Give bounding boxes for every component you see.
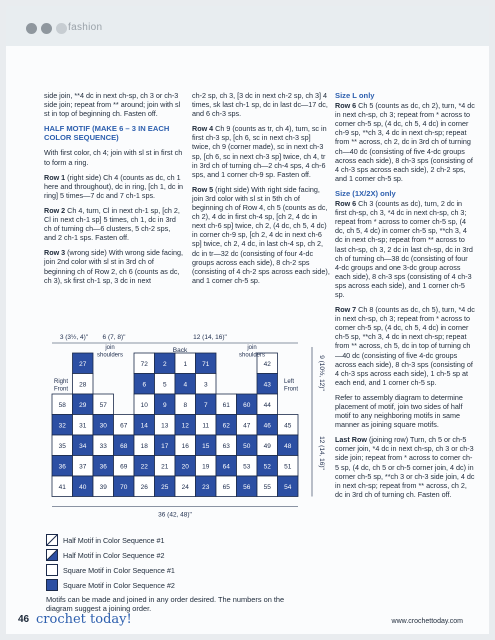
diagram-note: Motifs can be made and joined in any order desired. The numbers on the diagram suggest a joining order. [46, 595, 285, 614]
paragraph: Refer to assembly diagram to determine placement of motif, join two sides of half motif to any neighboring motifs in same manner as joining square motifs. [335, 392, 463, 430]
motif-number: 7 [203, 401, 208, 409]
paragraph: side join, **4 dc in next ch-sp, ch 3 or ch-3 side join; repeat from ** around; join with sl st in top of beginning ch. Fasten off. [44, 91, 181, 119]
motif-number: 6 [142, 381, 147, 389]
row-5-instruction: Row 5 (right side) With right side facing, join 3rd color with sl st in 5th ch of beginning ch of Row 4, ch 5 (counts as dc, ch 2), 4 dc in first ch-4 sp, [ch 2, 4 dc in next ch-6 sp] twice, ch 2, (4 dc, ch 5, 4 dc) in corner ch-9 sp, [ch 2, 4 dc in next ch-6 sp] twice, ch 2, 4 dc, in last ch-4 sp, ch 2, dc in tr—32 dc (consisting of four 4-dc groups across each side), 8 ch-2 sps (consisting of 4 ch-2 sps across each side), and 1 corner ch-5 sp. [192, 184, 330, 285]
legend-item: Half Motif in Color Sequence #2 [46, 548, 175, 562]
motif-number: 36 [58, 463, 66, 471]
row-6-size-l: Row 6 Ch 5 (counts as dc, ch 2), turn, *4 dc in next ch-sp, ch 3; repeat from * across to corner ch-5 sp, (4 dc, ch 5, 4 dc) in corner ch-9 sp, **ch 3, 4 dc in next ch-sp; repeat from ** across, ch 2, dc in 3rd ch of turning ch—40 dc (consisting of five 4-dc groups across each side), 8 ch-3 sps (consisting of 4 ch-3 sps across each side), 2 ch-2 sps, and 1 corner ch-5 sp. [335, 101, 475, 183]
motif-number: 65 [222, 483, 230, 491]
motif-number: 67 [120, 422, 128, 430]
motif-number: 68 [120, 442, 128, 450]
motif-number: 30 [99, 422, 107, 430]
motif-number: 36 [99, 463, 107, 471]
motif-number: 28 [79, 381, 87, 389]
square-motif-2-swatch-icon [46, 579, 58, 591]
motif-number: 61 [222, 401, 230, 409]
motif-number: 11 [202, 422, 210, 430]
heading-half-motif: HALF MOTIF (MAKE 6 – 3 IN EACH COLOR SEQUENCE) [44, 124, 170, 143]
paragraph: ch-2 sp, ch 3, [3 dc in next ch-2 sp, ch 3] 4 times, sk last ch-1 sp, dc in last dc—17 dc, and 6 ch-3 sps. [192, 91, 328, 119]
row-2-instruction: Row 2 Ch 4, turn, Cl in next ch-1 sp, [ch 2, Cl in next ch-1 sp] 5 times, ch 1, dc in 3rd ch of turning ch—6 clusters, 5 ch-2 sps, and 2 ch-1 sps. Fasten off. [44, 205, 180, 243]
right-front-label: Front [54, 386, 69, 393]
motif-number: 24 [181, 483, 189, 491]
section-label: fashion [68, 22, 103, 33]
motif-number: 9 [162, 401, 167, 409]
motif-number: 64 [222, 463, 230, 471]
dimension-label-side-upper: 9 (10½, 12)" [318, 355, 325, 391]
motif-number: 27 [79, 360, 87, 368]
join-shoulders-label-left: join [105, 345, 115, 351]
motif-number: 60 [243, 401, 251, 409]
half-motif-1-swatch-icon [46, 534, 58, 546]
dimension-label-top-left: 3 (3½, 4)" [59, 334, 89, 341]
back-label: Back [172, 347, 188, 354]
legend-item: Square Motif in Color Sequence #2 [46, 578, 175, 592]
motif-number: 14 [140, 422, 148, 430]
motif-number: 23 [202, 483, 210, 491]
motif-number: 62 [222, 422, 230, 430]
motif-number: 17 [161, 442, 169, 450]
heading-size-l: Size L only [335, 91, 375, 100]
row-1-instruction: Row 1 (right side) Ch 4 (counts as dc, ch 1 here and throughout), dc in ring, [ch 1, dc in ring] 5 times—7 dc and 7 ch-1 sps. [44, 172, 184, 200]
row-3-instruction: Row 3 (wrong side) With wrong side facing, join 2nd color with sl st in 3rd ch of beginning ch of Row 2, ch 6 (counts as dc, ch 3), sk first ch-1 sp, 3 dc in next [44, 248, 184, 285]
brand-logo: crochet today! [36, 612, 132, 627]
motif-number: 37 [79, 463, 87, 471]
motif-number: 55 [263, 483, 271, 491]
last-row-instruction: Last Row (joining row) Turn, ch 5 or ch-5 corner join, *4 dc in next ch-sp, ch 3 or ch-3 side join; repeat from * across to corner ch-5 sp, (4 dc, ch 5 or ch-5 corner join, 4 dc) in corner ch-5 sp, **ch 3 or ch-3 side join, 4 dc in next ch-sp; repeat from ** across, ch 2, dc in 3rd ch of turning ch. Fasten off. [335, 435, 475, 499]
page-number: 46 [18, 614, 30, 625]
motif-number: 5 [162, 381, 167, 389]
motif-number: 41 [58, 483, 66, 491]
motif-number: 35 [58, 442, 66, 450]
motif-number: 58 [58, 401, 66, 409]
motif-number: 12 [181, 422, 189, 430]
motif-number: 26 [140, 483, 148, 491]
motif-number: 8 [183, 401, 188, 409]
right-front-label: Right [54, 379, 69, 385]
left-front-label: Left [284, 379, 295, 385]
page-footer [6, 610, 489, 634]
motif-number: 21 [161, 463, 169, 471]
motif-number: 4 [183, 381, 188, 389]
magazine-page [6, 6, 489, 634]
row-7-instruction: Row 7 Ch 8 (counts as dc, ch 5), turn, *4 dc in next ch-sp, ch 3; repeat from * across to corner ch-5 sp, (4 dc, ch 5, 4 dc) in corner ch-5 sp, **ch 3, 4 dc in next ch-sp; repeat from ** across, ch 5, dc in top of turning ch—40 dc (consisting of five 4-dc groups across each side), 8 ch-3 sps (consisting of 4 ch-3 sps across each side), 1 ch-5 sp at each end, and 1 corner ch-5 sp. [335, 305, 475, 387]
motif-number: 10 [140, 401, 148, 409]
half-motif-2-swatch-icon [46, 549, 58, 561]
motif-number: 70 [120, 483, 128, 491]
motif-number: 32 [58, 422, 66, 430]
website-url: www.crochettoday.com [391, 618, 463, 625]
motif-number: 57 [99, 401, 107, 409]
motif-number: 50 [243, 442, 251, 450]
row-4-instruction: Row 4 Ch 9 (counts as tr, ch 4), turn, sc in first ch-3 sp, [ch 6, sc in next ch-3 sp] twice, ch 9 (corner made), sc in next ch-3 sp, [ch 6, sc in next ch-3 sp] twice, ch 4, tr in 3rd ch of turning ch—2 ch-4 sps, 4 ch-6 sps, and 1 corner ch-9 sp. Fasten off. [192, 124, 327, 179]
legend-item: Half Motif in Color Sequence #1 [46, 533, 175, 547]
heading-size-1x2x: Size (1X/2X) only [335, 188, 396, 198]
motif-number: 33 [99, 442, 107, 450]
motif-number: 43 [263, 381, 271, 389]
join-shoulders-label-right: join [247, 345, 257, 351]
motif-number: 18 [140, 442, 148, 450]
motif-number: 15 [202, 442, 210, 450]
join-shoulders-label-left: shoulders [96, 352, 124, 359]
motif-number: 56 [243, 483, 251, 491]
motif-number: 42 [263, 360, 271, 368]
motif-number: 1 [183, 360, 188, 368]
motif-number: 49 [263, 442, 271, 450]
motif-number: 44 [263, 401, 271, 409]
motif-number: 52 [263, 463, 271, 471]
join-shoulders-label-right: shoulders [238, 352, 266, 359]
dimension-label-side-lower: 12 (14, 16)" [318, 436, 325, 470]
motif-number: 48 [284, 442, 292, 450]
motif-number: 47 [243, 422, 251, 430]
motif-number: 22 [140, 463, 148, 471]
motif-number: 69 [120, 463, 128, 471]
motif-number: 19 [202, 463, 210, 471]
motif-number: 51 [284, 463, 292, 471]
motif-number: 45 [284, 422, 292, 430]
motif-number: 71 [202, 360, 210, 368]
dimension-label-bottom: 36 (42, 48)" [158, 511, 192, 519]
dimension-label-top-mid: 6 (7, 8)" [102, 334, 126, 341]
left-front-label: Front [284, 386, 299, 393]
motif-number: 29 [79, 401, 87, 409]
legend [46, 533, 175, 593]
assembly-diagram [6, 6, 489, 526]
motif-number: 46 [263, 422, 271, 430]
motif-number: 16 [181, 442, 189, 450]
motif-number: 13 [161, 422, 169, 430]
row-6-size-1x2x: Row 6 Ch 3 (counts as dc), turn, 2 dc in first ch-sp, ch 3, *4 dc in next ch-sp, ch 3; repeat from * across to corner ch-5 sp, (4 dc, ch 5, 4 dc) in corner ch-5 sp, **ch 3, 4 dc in next ch-sp; repeat from ** across to last ch-sp, ch 3, 2 dc in last ch-sp, dc in 3rd ch of turning ch—38 dc (consisting of four 4-dc groups and one 3-dc group across each side), 8 ch-3 sps (consisting of 4 ch-3 sps across each side), and 1 corner ch-5 sp. [335, 199, 473, 299]
motif-number: 34 [79, 442, 87, 450]
dimension-label-top-right: 12 (14, 16)" [193, 334, 227, 341]
motif-number: 2 [162, 360, 167, 368]
motif-number: 63 [222, 442, 230, 450]
motif-number: 72 [140, 360, 148, 368]
motif-number: 40 [79, 483, 87, 491]
motif-number: 31 [79, 422, 87, 430]
motif-number: 53 [243, 463, 251, 471]
motif-number: 25 [161, 483, 169, 491]
motif-number: 54 [284, 483, 292, 491]
paragraph: With first color, ch 4; join with sl st in first ch to form a ring. [44, 148, 183, 167]
legend-item: Square Motif in Color Sequence #1 [46, 563, 175, 577]
motif-number: 3 [203, 381, 208, 389]
motif-number: 39 [99, 483, 107, 491]
square-motif-1-swatch-icon [46, 564, 58, 576]
motif-number: 20 [181, 463, 189, 471]
